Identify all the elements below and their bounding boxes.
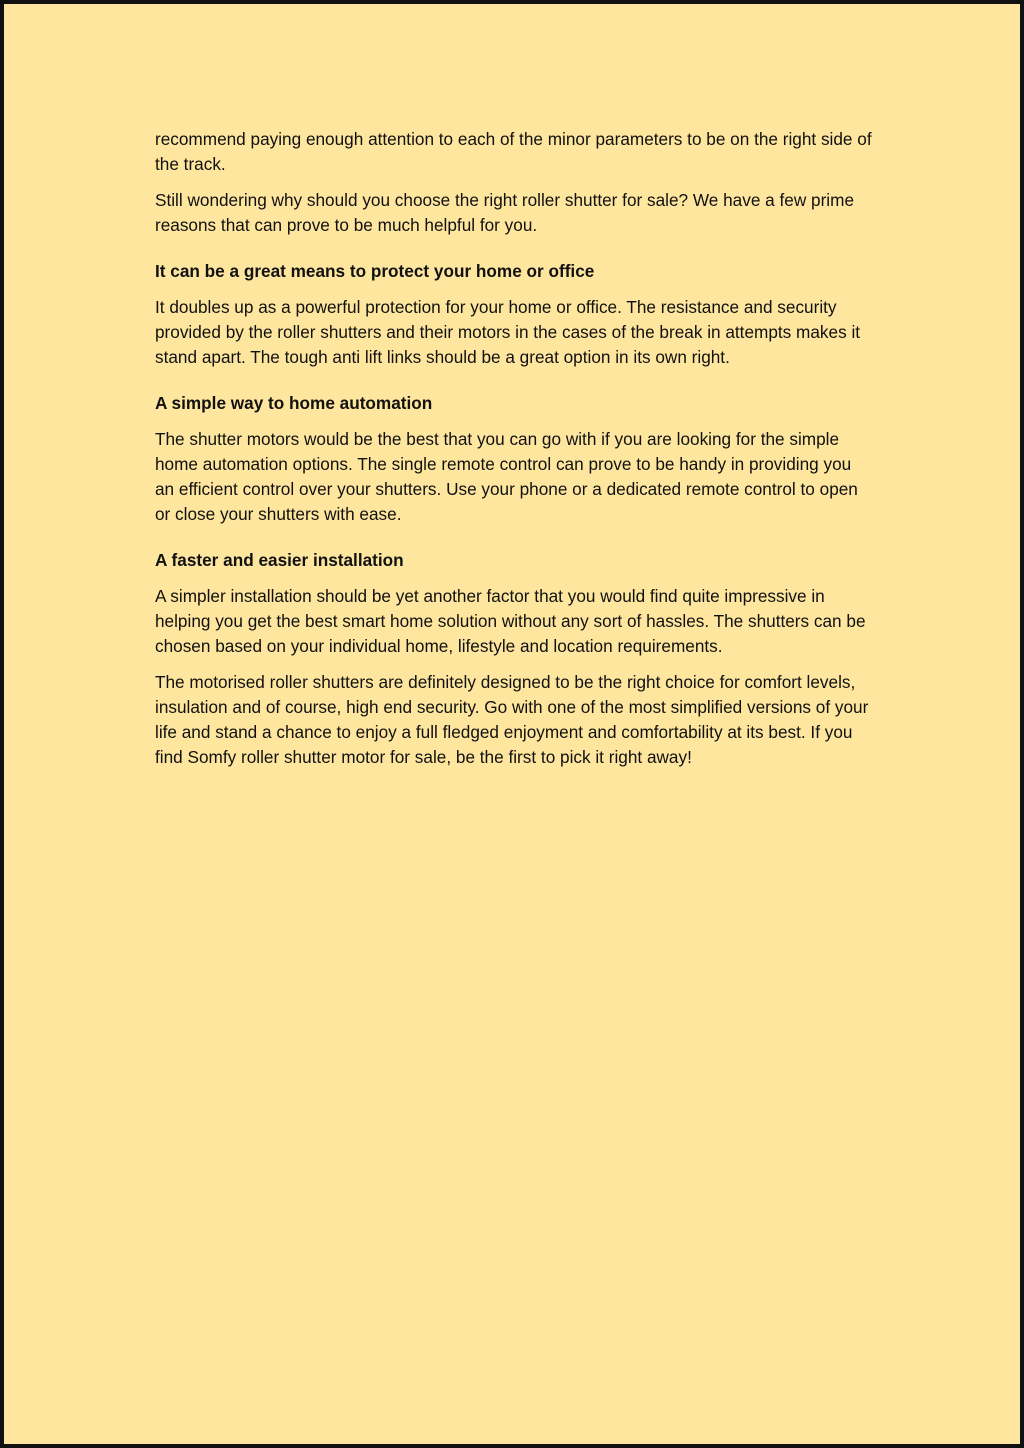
section-heading-protection: It can be a great means to protect your home or office (155, 261, 595, 281)
section-body-installation: A simpler installation should be yet another factor that you would find quite impressive in helping you get the best smart home solution without any sort of hassles. The shutters can be chosen based on your individual home, lifestyle and location requirements. (155, 586, 866, 656)
reasons-paragraph: Still wondering why should you choose the right roller shutter for sale? We have a few prime reasons that can prove to be much helpful for you. (155, 190, 854, 235)
intro-paragraph: recommend paying enough attention to each of the minor parameters to be on the right side of the track. (155, 129, 872, 174)
document-body (155, 127, 875, 781)
section-body-automation: The shutter motors would be the best that you can go with if you are looking for the simple home automation options. The single remote control can prove to be handy in providing you an efficient control over your shutters. Use your phone or a dedicated remote control to open or close your shutters with ease. (155, 429, 858, 524)
closing-paragraph: The motorised roller shutters are definitely designed to be the right choice for comfort levels, insulation and of course, high end security. Go with one of the most simplified versions of your life and stand a chance to enjoy a full fledged enjoyment and comfortability at its best. If you find Somfy roller shutter motor for sale, be the first to pick it right away! (155, 672, 869, 767)
section-body-protection: It doubles up as a powerful protection for your home or office. The resistance and security provided by the roller shutters and their motors in the cases of the break in attempts makes it stand apart. The tough anti lift links should be a great option in its own right. (155, 297, 861, 367)
section-heading-installation: A faster and easier installation (155, 550, 404, 570)
section-heading-automation: A simple way to home automation (155, 393, 433, 413)
